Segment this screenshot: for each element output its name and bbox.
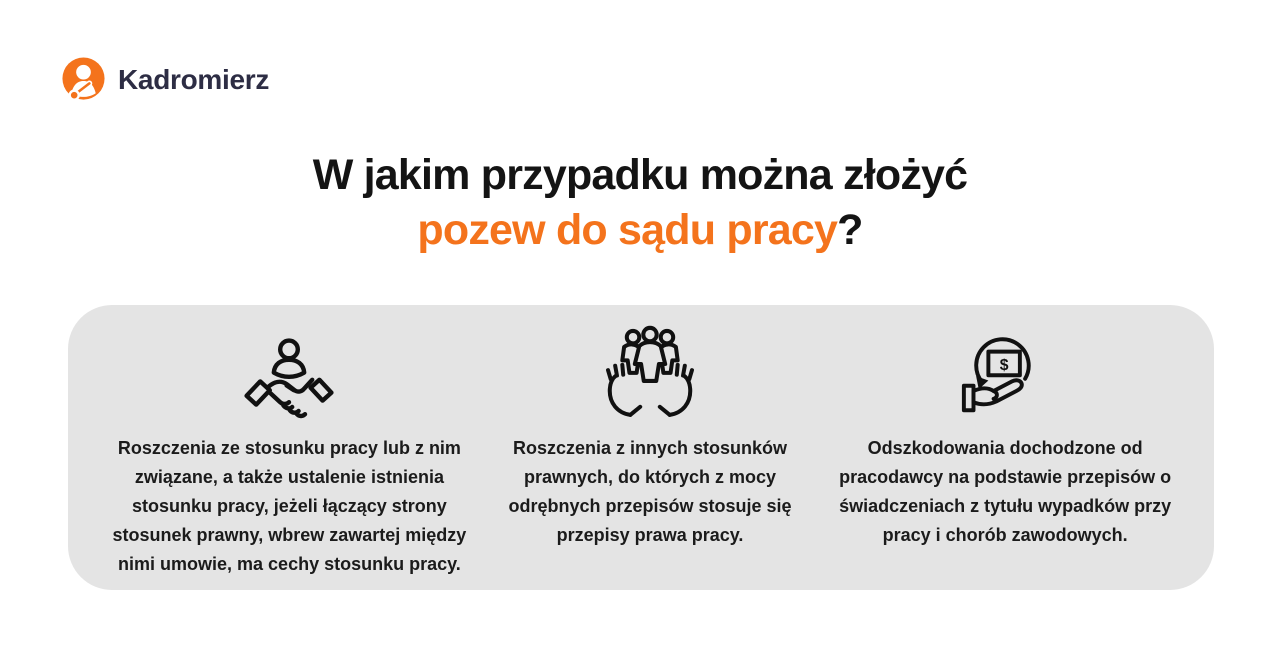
card-employment-claims	[95, 321, 484, 590]
person-handshake-icon	[241, 321, 337, 421]
title-line-2	[0, 203, 1280, 258]
brand-logo	[60, 56, 269, 103]
card-text: Roszczenia z innych stosunków prawnych, do których z mocy odrębnych przepisów stosuje się przepisy prawa pracy.	[508, 438, 792, 545]
page-title	[0, 148, 1280, 258]
people-in-hands-icon	[600, 321, 700, 421]
card-text: Odszkodowania dochodzone od pracodawcy na podstawie przepisów o świadczeniach z tytułu wypadków przy pracy i chorób zawodowych.	[839, 438, 1172, 545]
card-compensation	[836, 321, 1174, 590]
title-line-1: W jakim przypadku można złożyć	[312, 151, 968, 199]
money-return-hand-icon	[956, 321, 1054, 421]
dollar-symbol: $	[999, 357, 1009, 374]
kadromierz-logo-icon	[60, 56, 107, 103]
title-highlight: pozew do sądu pracy	[417, 206, 838, 254]
card-other-legal-relations	[500, 321, 800, 590]
card-text: Roszczenia ze stosunku pracy lub z nim związane, a także ustalenie istnienia stosunku pracy, jeżeli łączący strony stosunek prawny, wbrew zawartej między nimi umowie, ma cechy stosunku pracy.	[112, 438, 467, 574]
info-panel	[68, 305, 1214, 590]
title-question-mark: ?	[837, 206, 863, 254]
brand-name: Kadromierz	[118, 63, 270, 95]
